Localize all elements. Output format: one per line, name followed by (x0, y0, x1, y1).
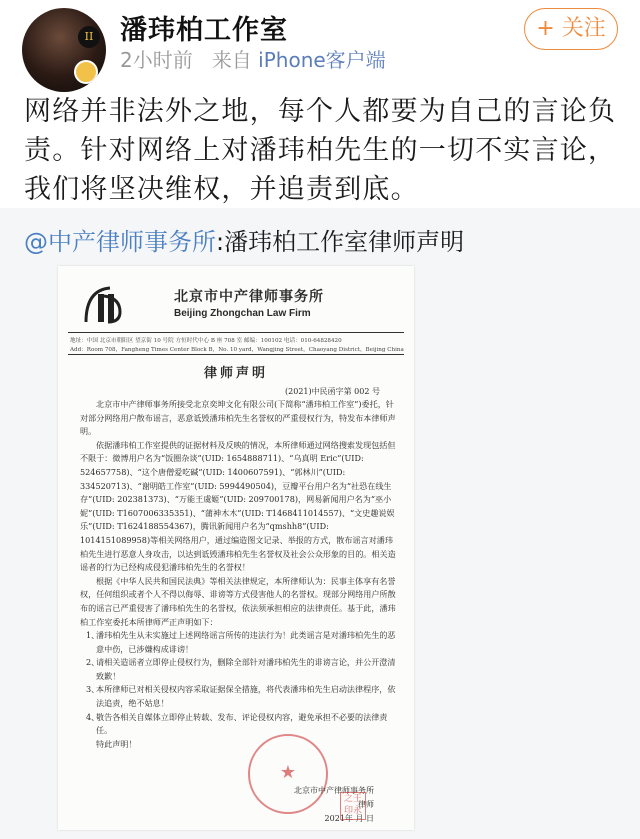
sign-date: 2021年 月 日 (324, 814, 374, 823)
official-stamp-icon: ★ (248, 734, 328, 814)
document-item: 4、 敬告各相关自媒体立即停止转载、发布、评论侵权内容，避免承担不必要的法律责任。 (86, 711, 388, 736)
repost-title: :潘玮柏工作室律师声明 (216, 228, 465, 256)
follow-button[interactable]: + 关注 (524, 8, 618, 50)
firm-name-cn: 北京市中产律师事务所 (174, 289, 324, 305)
divider (68, 332, 404, 333)
lawyer-seal-icon: 之王 印永 (340, 792, 366, 820)
document-image[interactable] (58, 266, 414, 830)
document-item: 1、 潘玮柏先生从未实施过上述网络谣言所传的违法行为！此类谣言是对潘玮柏先生的恶意中伤，已涉嫌构成诽谤！ (86, 630, 396, 654)
firm-address-cn: 地址：中国 北京市朝阳区 望京街 10 号院 方恒时代中心 B 座 708 室 邮编：100102 电话：010-64828420 (70, 338, 342, 344)
avatar-logo-icon: II (78, 26, 100, 48)
avatar[interactable] (22, 8, 106, 92)
document-item: 2、 请相关造谣者立即停止侵权行为，删除全部针对潘玮柏先生的诽谤言论，并公开澄清致歉！ (86, 657, 396, 681)
firm-address-en: Add：Room 708，Fangheng Times Center Block B，No. 10 yard，Wangjing Street，Chaoyang District，Beijing China (70, 347, 404, 353)
firm-name-en: Beijing Zhongchan Law Firm (174, 308, 311, 319)
sign-firm: 北京市中产律师事务所 (294, 786, 374, 795)
source-prefix: 来自 (211, 48, 252, 72)
post-meta (120, 44, 386, 73)
username[interactable]: 潘玮柏工作室 (120, 15, 288, 46)
post-text: 网络并非法外之地，每个人都要为自己的言论负责。针对网络上对潘玮柏先生的一切不实言论，我们将坚决维权，并追责到底。 (24, 96, 617, 205)
verified-badge-icon (74, 60, 98, 84)
document-number: (2021)中民函字第 002 号 (285, 387, 380, 396)
law-firm-logo-icon (80, 282, 126, 328)
document-paragraph: 北京市中产律师事务所接受北京奕坤文化有限公司(下简称“潘玮柏工作室”)委托，针对部分网络用户散布谣言，恶意诋毁潘玮柏先生名誉权的严重侵权行为，特发布本律师声明。 (80, 399, 396, 437)
mention-link[interactable]: @中产律师事务所 (24, 228, 216, 256)
repost-card[interactable] (0, 208, 640, 839)
repost-title-line (24, 222, 464, 257)
sign-role: 律师 (358, 800, 374, 809)
post-time: 2小时前 (120, 48, 193, 72)
document-closing: 特此声明！ (96, 738, 137, 749)
document-item: 3、 本所律师已对相关侵权内容采取证据保全措施，将代表潘玮柏先生启动法律程序，依法追责，绝不姑息！ (86, 684, 396, 709)
source-link[interactable]: iPhone客户端 (258, 48, 386, 72)
document-paragraph: 依据潘玮柏工作室提供的证据材料及反映的情况，本所律师通过网络搜索发现包括但不限于：微博用户名为“饭圈杂谈”(UID: 1654888711)、“乌真明 Eric”(UID: 524657758)、“这个唐僧爱吃碱”(UID: 1400607591)、“郭林川”(UID: 334520713)、“谢明皓工作室”(UID: 5994490504)，豆瓣平台用户名为“社恐在线生存”(UID: 202381373)、“万能王虞姬”(UID: 209700178)，网易新闻用户名为“巫小妮”(UID: T1607006335351)、“蒲神木木”(UID: T1468411014557)、“文史趣说娱乐”(UID: T1624188554367)，腾讯新闻用户名为“qmshh8”(UID: 1014151089958)等相关网络用户，通过编造图文记录、举报的方式，散布谣言对潘玮柏先生进行恶意人身攻击，以达到诋毁潘玮柏先生名誉权及社会公众形象的目的。相关造谣者的行为已经构成侵犯潘玮柏先生的名誉权！ (80, 439, 396, 573)
post-header (0, 0, 640, 78)
document-paragraph: 根据《中华人民共和国民法典》等相关法律规定，本所律师认为：民事主体享有名誉权，任何组织或者个人不得以侮辱、诽谤等方式侵害他人的名誉权。现部分网络用户所散布的谣言已严重侵害了潘玮柏先生的名誉权，依法须承担相应的法律责任。基于此，潘玮柏工作室委托本所律师严正声明如下： (80, 575, 396, 627)
divider (68, 354, 404, 355)
document-body (80, 398, 398, 751)
document-title: 律师声明 (203, 366, 268, 381)
